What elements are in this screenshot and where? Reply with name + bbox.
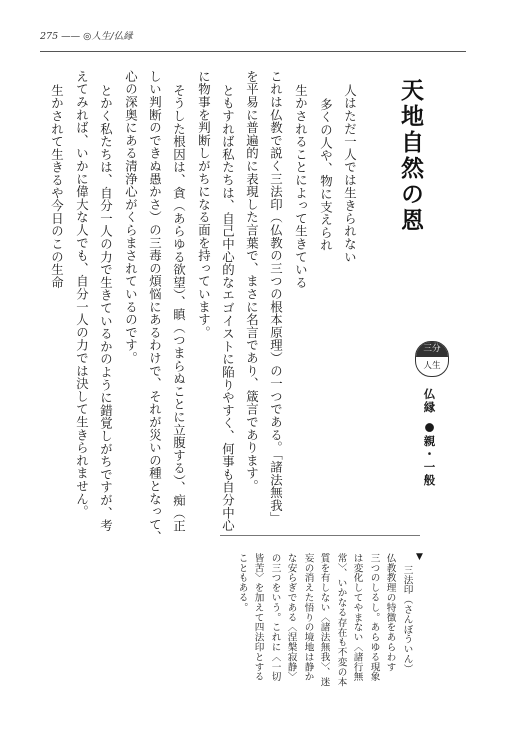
note-line: な安らぎである〈涅槃寂静〉 (285, 553, 297, 682)
body-line: 心の深奥にある清浄心がくらまされているのです。 (123, 70, 139, 365)
body-line: 生かされることによって生きている (293, 84, 309, 289)
note-marker: ▼ (416, 552, 423, 562)
body-line: 多くの人や、物に支えられ (318, 98, 334, 252)
note-line: 皆苦〉を加えて四法印とする (252, 553, 264, 682)
running-header: 275 —— ◎人生/仏縁 (40, 31, 133, 42)
section-badge-top: 三分 (416, 342, 448, 357)
note-line: 妄の消えた悟りの境地は静か (302, 553, 314, 682)
body-line: しい判断のできぬ愚かさ）の三毒の煩悩にあるわけで、それが災いの種となって、 (147, 70, 163, 544)
note-line: 三法印（さんぼういん） (401, 565, 413, 674)
body-line: これは仏教で説く三法印（仏教の三つの根本原理）の一つである。「諸法無我」 (268, 70, 284, 525)
note-line: 三つのしるし。あらゆる現象 (368, 553, 380, 682)
body-line: とかく私たちは、自分一人の力で生きているかのように錯覚しがちですが、考 (98, 84, 114, 532)
body-line: を平易に普遍的に表現した言葉で、まさに名言であり、箴言であります。 (244, 70, 260, 493)
body-line: に物事を判断しがちになる面を持っています。 (196, 70, 212, 339)
note-line: 仏教教理の特徴をあらわす (384, 553, 396, 672)
note-line: 常〉、いかなる存在も不変の本 (335, 553, 347, 687)
body-line: そうした根因は、貪（あらゆる欲望）、瞋（つまらぬことに立腹する）、痴（正 (171, 84, 187, 533)
note-line: こともある。 (236, 553, 248, 613)
body-line: 生かされて生きるや今日のこの生命 (49, 84, 65, 289)
section-badge-bottom: 人生 (423, 361, 441, 371)
body-line: 人はただ一人では生きられない (342, 84, 358, 264)
note-rule (220, 535, 420, 536)
note-line: の三つをいう。これに〈一切 (269, 553, 281, 682)
header-rule (40, 51, 466, 52)
note-line: は変化してやまない〈諸行無 (351, 553, 363, 682)
section-badge (415, 341, 449, 377)
body-line: ともすれば私たちは、自己中心的なエゴイストに陥りやすく、何事も自分中心 (220, 84, 236, 532)
page-title: 天地自然の恩 (397, 78, 423, 234)
note-line: 質を有しない〈諸法無我〉、迷 (318, 553, 330, 687)
category-label: 仏縁 ●親・一般 (422, 388, 437, 488)
body-line: えてみれば、いかに偉大な人でも、自分一人の力では決して生きられません。 (74, 70, 90, 518)
